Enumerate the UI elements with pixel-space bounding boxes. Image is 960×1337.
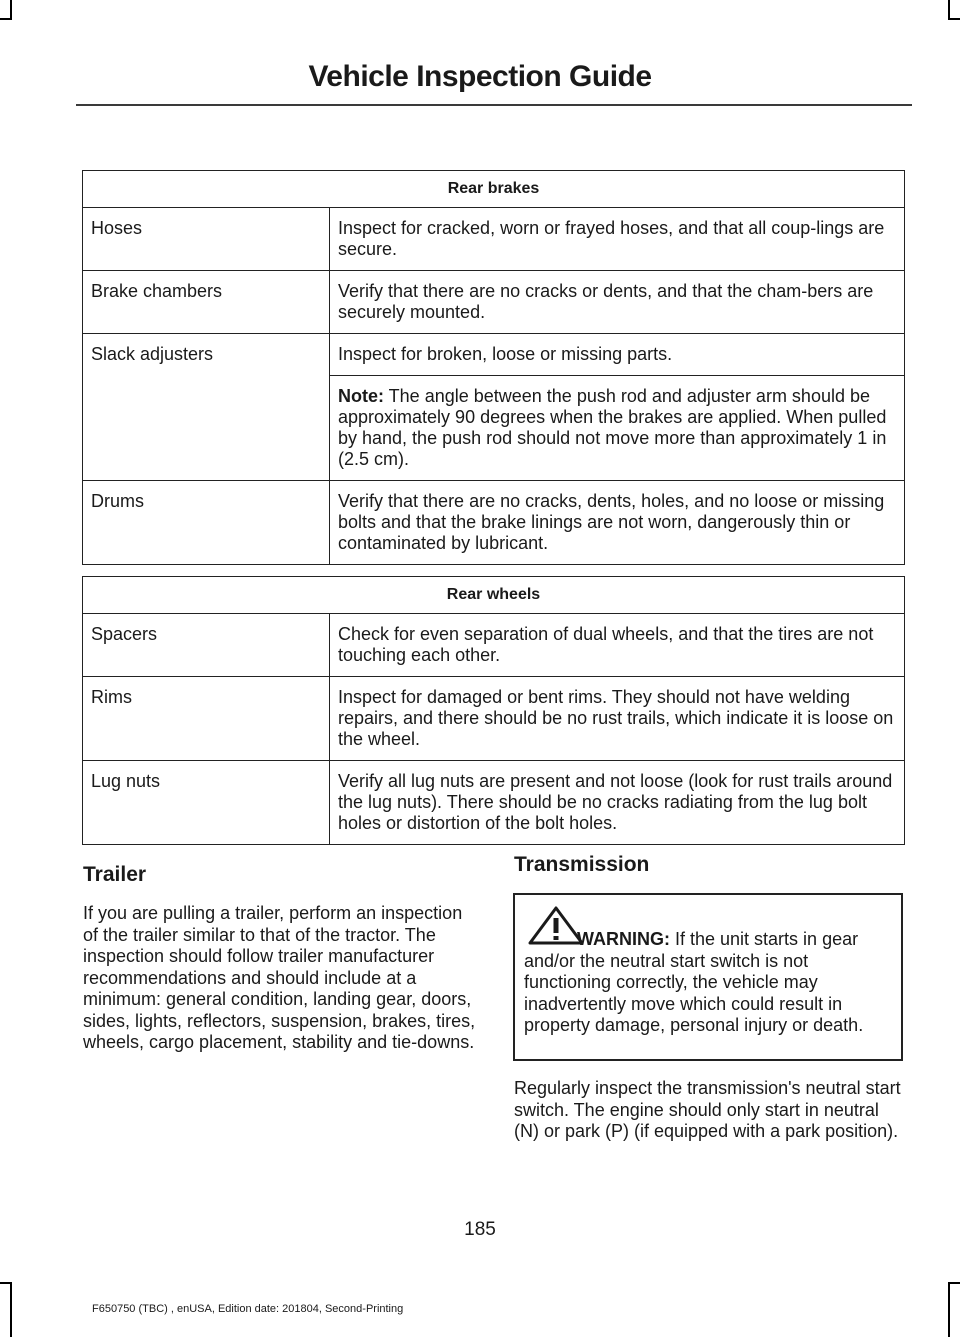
row-description: Inspect for damaged or bent rims. They should not have welding repairs, and there should be no rust trails, which indicate it is loose on the wheel. bbox=[330, 677, 905, 761]
row-description: Verify all lug nuts are present and not loose (look for rust trails around the lug nuts). There should be no cracks radiating from the lug bolt holes or distortion of the bolt holes. bbox=[330, 761, 905, 845]
note-text: The angle between the push rod and adjuster arm should be approximately 90 degrees when the brakes are applied. When pulled by hand, the push rod should not move more than approximately 1 in (2.5 cm). bbox=[338, 386, 887, 469]
row-description: Inspect for broken, loose or missing parts. bbox=[330, 334, 905, 376]
rear-brakes-table bbox=[82, 170, 905, 565]
page-number: 185 bbox=[464, 1219, 496, 1240]
table-header-row bbox=[83, 577, 905, 614]
crop-mark-bottom-right-v bbox=[948, 1282, 950, 1337]
rear-wheels-table bbox=[82, 576, 905, 845]
table-row bbox=[83, 271, 905, 334]
warning-text bbox=[524, 929, 893, 1037]
crop-mark-bottom-left-h bbox=[0, 1282, 12, 1284]
row-item: Brake chambers bbox=[83, 271, 330, 334]
page-title: Vehicle Inspection Guide bbox=[308, 60, 652, 93]
row-item: Drums bbox=[83, 481, 330, 565]
warning-message: If the unit starts in gear and/or the neutral start switch is not functioning correctly, the vehicle may inadvertently move which could result in property damage, personal injury or death. bbox=[524, 929, 864, 1035]
warning-box bbox=[513, 893, 903, 1061]
note-label: Note: bbox=[338, 386, 384, 406]
table-row bbox=[83, 481, 905, 565]
table-header-row bbox=[83, 171, 905, 208]
row-item: Slack adjusters bbox=[83, 334, 330, 481]
row-item: Rims bbox=[83, 677, 330, 761]
trailer-body: If you are pulling a trailer, perform an inspection of the trailer similar to that of the tractor. The inspection should follow trailer manufacturer recommendations and should include at a minimum: general condition, landing gear, doors, sides, lights, reflectors, suspension, brakes, tires, wheels, cargo placement, stability and tie-downs. bbox=[83, 903, 476, 1052]
warning-label: WARNING: bbox=[577, 929, 670, 949]
row-item: Lug nuts bbox=[83, 761, 330, 845]
crop-mark-bottom-left-v bbox=[10, 1282, 12, 1337]
transmission-body: Regularly inspect the transmission's neutral start switch. The engine should only start in neutral (N) or park (P) (if equipped with a park position). bbox=[514, 1078, 901, 1141]
row-description: Verify that there are no cracks, dents, holes, and no loose or missing bolts and that the brake linings are not worn, dangerously thin or contaminated by lubricant. bbox=[330, 481, 905, 565]
note-cell bbox=[330, 376, 905, 481]
header-divider bbox=[76, 104, 912, 106]
table-row bbox=[83, 677, 905, 761]
rear-brakes-title: Rear brakes bbox=[83, 171, 905, 208]
crop-mark-bottom-right-h bbox=[948, 1282, 960, 1284]
table-row bbox=[83, 334, 905, 376]
rear-wheels-title: Rear wheels bbox=[83, 577, 905, 614]
crop-mark-top-left-v bbox=[10, 0, 12, 20]
table-row bbox=[83, 761, 905, 845]
crop-mark-top-right-v bbox=[948, 0, 950, 20]
row-item: Spacers bbox=[83, 614, 330, 677]
row-description: Inspect for cracked, worn or frayed hoses, and that all coup-lings are secure. bbox=[330, 208, 905, 271]
row-description: Verify that there are no cracks or dents, and that the cham-bers are securely mounted. bbox=[330, 271, 905, 334]
table-row bbox=[83, 614, 905, 677]
row-description: Check for even separation of dual wheels, and that the tires are not touching each other. bbox=[330, 614, 905, 677]
crop-mark-top-right-h bbox=[948, 18, 960, 20]
table-row bbox=[83, 208, 905, 271]
crop-mark-top-left-h bbox=[0, 18, 12, 20]
trailer-heading: Trailer bbox=[83, 863, 147, 886]
footer-edition: F650750 (TBC) , enUSA, Edition date: 201804, Second-Printing bbox=[92, 1303, 404, 1315]
transmission-heading: Transmission bbox=[514, 853, 650, 876]
row-item: Hoses bbox=[83, 208, 330, 271]
